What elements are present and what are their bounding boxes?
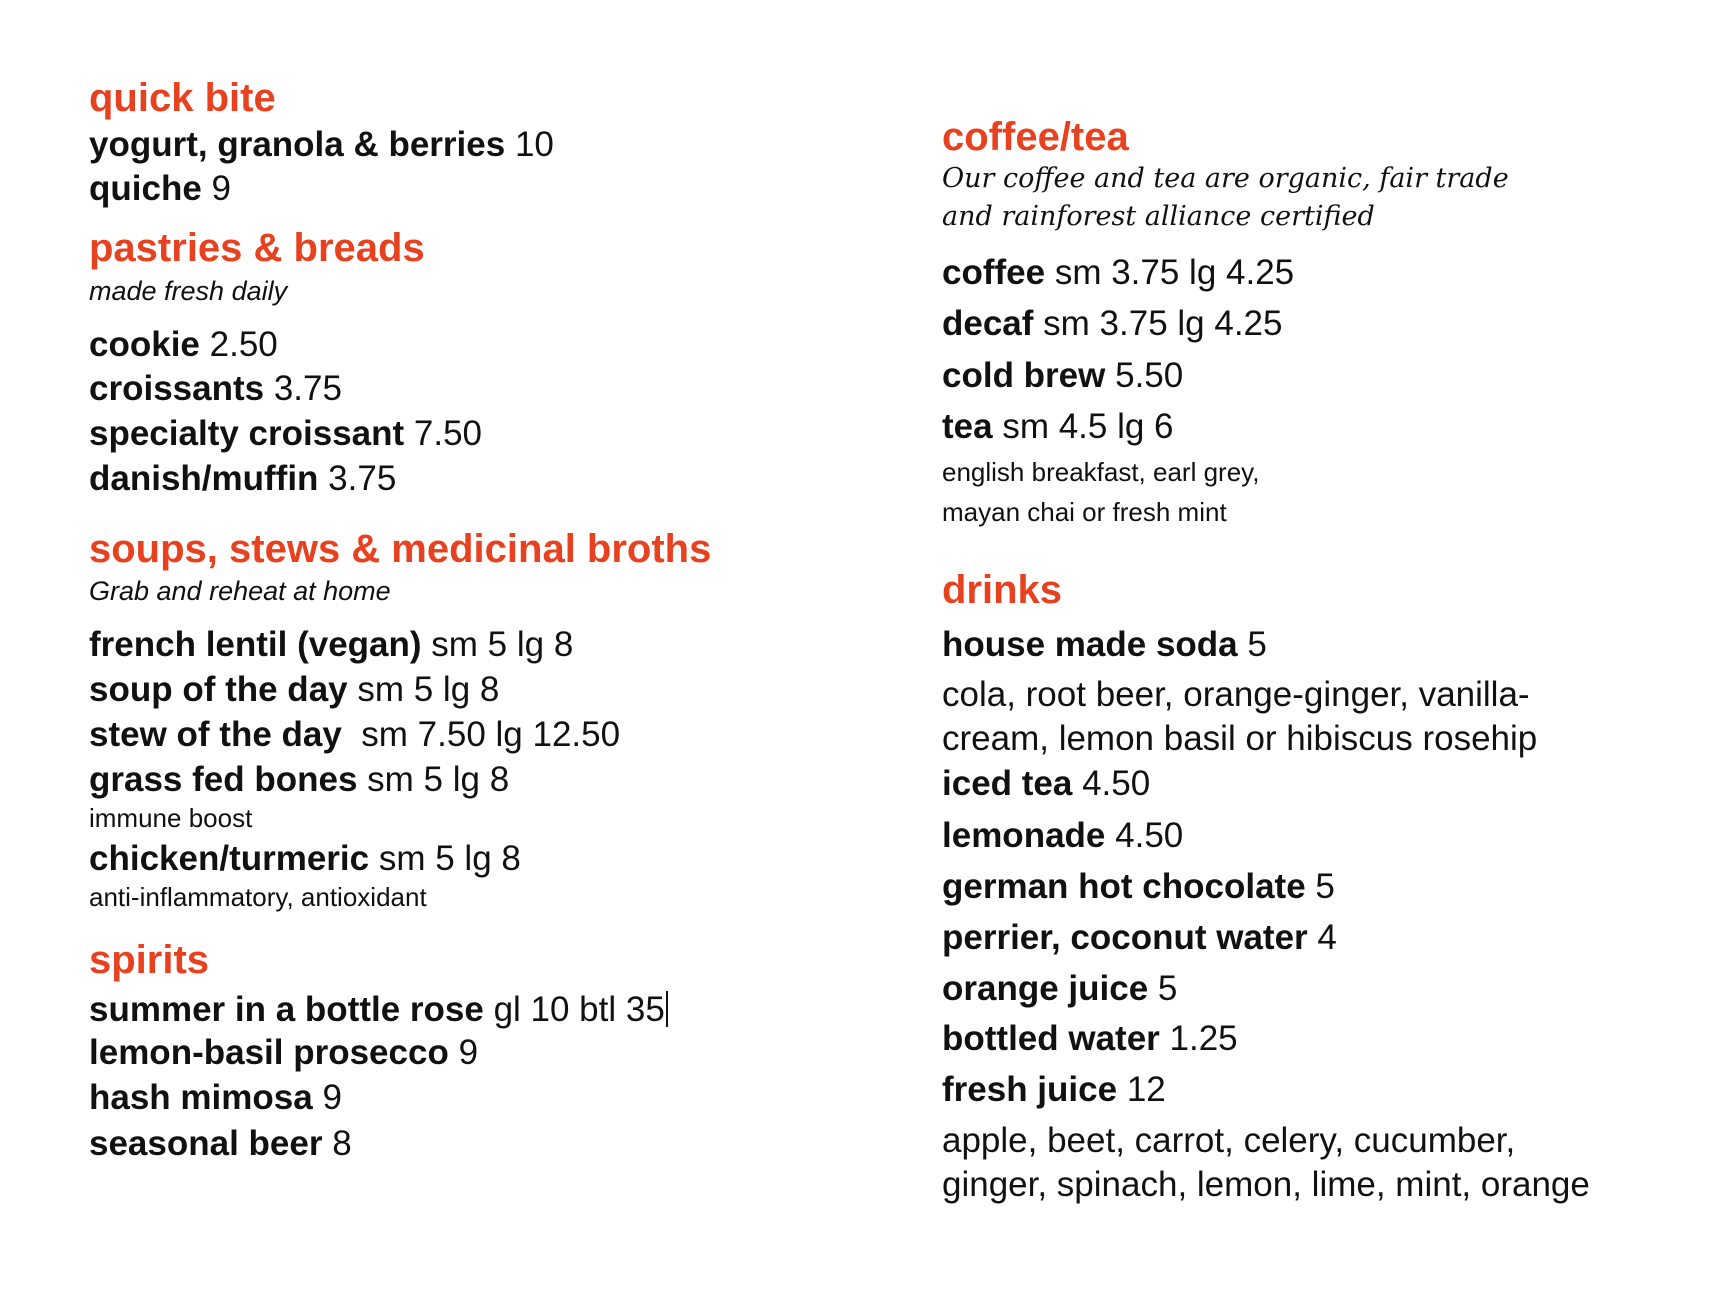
- menu-item: [89, 717, 620, 752]
- heading-pastries-breads: pastries & breads: [89, 226, 425, 270]
- menu-item: [942, 869, 1335, 904]
- item-price: sm 3.75 lg 4.25: [1054, 253, 1295, 292]
- item-name: croissants: [89, 369, 265, 408]
- item-name: stew of the day: [89, 715, 342, 754]
- item-name: hash mimosa: [89, 1078, 313, 1117]
- item-price: gl 10 btl 35: [493, 990, 665, 1029]
- heading-coffee-tea: coffee/tea: [942, 115, 1129, 159]
- item-name: seasonal beer: [89, 1124, 323, 1163]
- item-name: coffee: [942, 253, 1046, 292]
- menu-item: [89, 127, 554, 162]
- item-price: sm 4.5 lg 6: [1002, 407, 1174, 446]
- item-price: 5.50: [1115, 356, 1184, 395]
- item-name: lemonade: [942, 816, 1106, 855]
- item-price: sm 7.50 lg 12.50: [351, 715, 621, 754]
- item-name: chicken/turmeric: [89, 839, 370, 878]
- item-name: danish/muffin: [89, 459, 319, 498]
- heading-soups-stews: soups, stews & medicinal broths: [89, 527, 712, 571]
- item-price: sm 5 lg 8: [378, 839, 521, 878]
- item-price: 5: [1315, 867, 1335, 906]
- item-note: mayan chai or fresh mint: [942, 497, 1227, 527]
- item-price: sm 3.75 lg 4.25: [1043, 304, 1283, 343]
- menu-item: [942, 627, 1267, 662]
- item-description: ginger, spinach, lemon, lime, mint, orange: [942, 1165, 1590, 1204]
- item-name: german hot chocolate: [942, 867, 1306, 906]
- item-name: yogurt, granola & berries: [89, 125, 506, 164]
- item-name: lemon-basil prosecco: [89, 1033, 449, 1072]
- item-name: iced tea: [942, 764, 1073, 803]
- menu-item: [89, 991, 668, 1027]
- item-name: house made soda: [942, 625, 1238, 664]
- item-name: quiche: [89, 169, 202, 208]
- menu-item: [89, 1035, 478, 1070]
- item-name: bottled water: [942, 1019, 1160, 1058]
- item-name: cold brew: [942, 356, 1106, 395]
- item-name: tea: [942, 407, 993, 446]
- item-price: 1.25: [1169, 1019, 1238, 1058]
- item-name: decaf: [942, 304, 1034, 343]
- item-name: specialty croissant: [89, 414, 405, 453]
- text-cursor: [666, 991, 668, 1027]
- item-price: 5: [1247, 625, 1267, 664]
- heading-spirits: spirits: [89, 938, 210, 982]
- item-description: apple, beet, carrot, celery, cucumber,: [942, 1121, 1516, 1160]
- section-note: made fresh daily: [89, 276, 288, 306]
- menu-item: [89, 416, 482, 451]
- item-price: sm 5 lg 8: [357, 670, 500, 709]
- menu-item: [942, 1021, 1238, 1056]
- item-price: sm 5 lg 8: [431, 625, 574, 664]
- menu-item: [942, 920, 1337, 955]
- item-price: 4: [1317, 918, 1337, 957]
- item-description: cream, lemon basil or hibiscus rosehip: [942, 719, 1538, 758]
- menu-item: [89, 1126, 352, 1161]
- item-note: english breakfast, earl grey,: [942, 457, 1260, 487]
- section-note: Grab and reheat at home: [89, 576, 391, 606]
- item-price: 3.75: [273, 369, 342, 408]
- menu-item: [942, 358, 1183, 393]
- item-name: soup of the day: [89, 670, 348, 709]
- item-price: 5: [1157, 969, 1178, 1008]
- item-name: french lentil (vegan): [89, 625, 422, 664]
- heading-quick-bite: quick bite: [89, 76, 276, 120]
- menu-item: [89, 762, 509, 797]
- menu-item: [89, 371, 342, 406]
- section-note: and rainforest alliance certified: [942, 201, 1375, 232]
- menu-item: [89, 841, 521, 876]
- item-price: 8: [332, 1124, 352, 1163]
- menu-item: [89, 327, 278, 362]
- menu-item: [89, 672, 499, 707]
- item-name: cookie: [89, 325, 200, 364]
- section-note: Our coffee and tea are organic, fair trade: [942, 163, 1509, 194]
- item-price: 2.50: [209, 325, 278, 364]
- item-price: 10: [514, 125, 554, 164]
- item-description: cola, root beer, orange-ginger, vanilla-: [942, 675, 1530, 714]
- item-price: 9: [322, 1078, 342, 1117]
- item-name: summer in a bottle rose: [89, 990, 484, 1029]
- item-price: 4.50: [1115, 816, 1184, 855]
- item-price: 12: [1126, 1070, 1166, 1109]
- item-note: immune boost: [89, 803, 253, 833]
- menu-item: [89, 461, 396, 496]
- item-name: perrier, coconut water: [942, 918, 1308, 957]
- item-price: 4.50: [1082, 764, 1151, 803]
- menu-item: [89, 627, 573, 662]
- menu-item: [942, 1072, 1166, 1107]
- item-price: sm 5 lg 8: [367, 760, 510, 799]
- item-price: 3.75: [328, 459, 397, 498]
- menu-item: [942, 255, 1294, 290]
- menu-item: [942, 818, 1183, 853]
- item-note: anti-inflammatory, antioxidant: [89, 882, 427, 912]
- item-name: orange juice: [942, 969, 1149, 1008]
- item-price: 9: [211, 169, 231, 208]
- menu-item: [942, 306, 1282, 341]
- menu-item: [942, 409, 1174, 444]
- heading-drinks: drinks: [942, 568, 1063, 612]
- menu-item: [942, 766, 1150, 801]
- item-name: fresh juice: [942, 1070, 1118, 1109]
- menu-item: [942, 971, 1177, 1006]
- item-price: 9: [458, 1033, 479, 1072]
- item-name: grass fed bones: [89, 760, 358, 799]
- item-price: 7.50: [413, 414, 483, 453]
- menu-item: [89, 1080, 342, 1115]
- menu-item: [89, 171, 231, 206]
